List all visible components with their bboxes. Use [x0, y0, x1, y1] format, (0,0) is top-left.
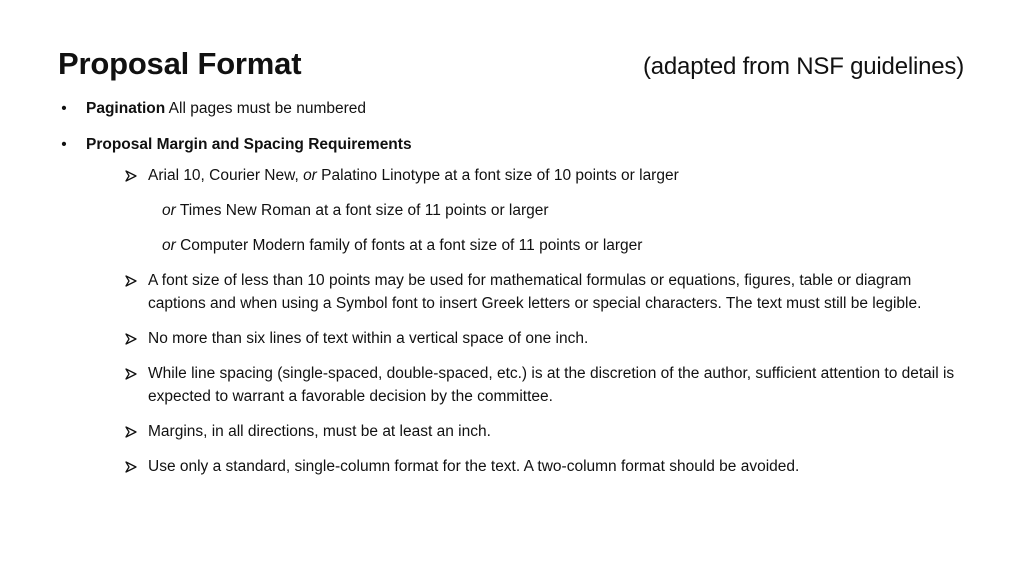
arrow-bullet-icon	[124, 327, 140, 350]
bullet-margin-spacing	[58, 134, 968, 478]
or-text: or	[303, 167, 317, 184]
slide-subtitle: (adapted from NSF guidelines)	[642, 53, 964, 80]
list-item-text: Use only a standard, single-column format for the text. A two-column format should be avoided.	[148, 458, 800, 475]
list-item-text: Arial 10, Courier New,	[148, 167, 304, 184]
bullet-dot: •	[61, 100, 67, 117]
arrow-bullet-icon	[124, 269, 140, 292]
arrow-bullet-icon	[124, 362, 140, 385]
list-item-fonts	[124, 164, 972, 187]
arrow-bullet-icon	[124, 164, 140, 187]
sub-list	[124, 164, 968, 478]
list-item	[124, 269, 972, 315]
list-item-text: No more than six lines of text within a vertical space of one inch.	[148, 330, 589, 347]
or-text: or	[162, 202, 176, 219]
arrow-bullet-icon	[124, 455, 140, 478]
continuation-text: Times New Roman at a font size of 11 points or larger	[175, 202, 549, 219]
continuation-computer-modern	[124, 234, 968, 257]
list-item-text: Margins, in all directions, must be at least an inch.	[148, 423, 491, 440]
slide-title: Proposal Format	[58, 46, 302, 81]
list-item	[124, 362, 972, 408]
bullet-dot: •	[61, 136, 67, 153]
bullet-text: All pages must be numbered	[165, 100, 366, 117]
continuation-times	[124, 199, 968, 222]
bullet-pagination	[58, 98, 968, 120]
list-item-text: Palatino Linotype at a font size of 10 points or larger	[316, 167, 679, 184]
slide-content	[58, 98, 968, 492]
list-item	[124, 327, 972, 350]
list-item-text: While line spacing (single-spaced, double-spaced, etc.) is at the discretion of the author, sufficient attention to detail is expected to warrant a favorable decision by the committee.	[148, 365, 955, 405]
arrow-bullet-icon	[124, 420, 140, 443]
bullet-label: Proposal Margin and Spacing Requirements	[86, 136, 412, 153]
title-row	[58, 44, 964, 88]
list-item-text: A font size of less than 10 points may be used for mathematical formulas or equations, figures, table or diagram captions and when using a Symbol font to insert Greek letters or special characters. The text must still be legible.	[148, 272, 922, 312]
list-item	[124, 455, 972, 478]
or-text: or	[162, 237, 176, 254]
list-item	[124, 420, 972, 443]
bullet-label: Pagination	[86, 100, 166, 117]
continuation-text: Computer Modern family of fonts at a font size of 11 points or larger	[175, 237, 643, 254]
